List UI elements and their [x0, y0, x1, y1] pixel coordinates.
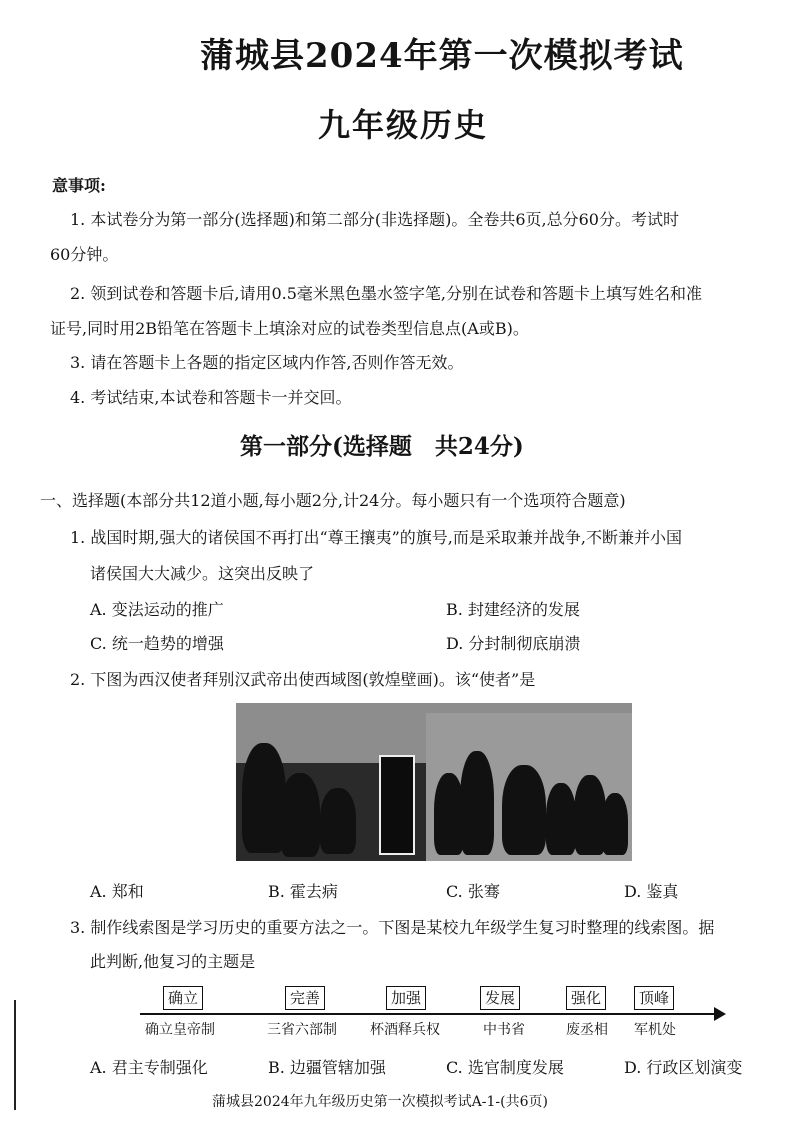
- notice-line-2a: 2. 领到试卷和答题卡后,请用0.5毫米黑色墨水签字笔,分别在试卷和答题卡上填写姓名和准: [70, 284, 702, 303]
- q1-stem-b: 诸侯国大大减少。这突出反映了: [90, 564, 315, 583]
- timeline-box-6: 顶峰: [634, 986, 674, 1010]
- q1-option-a: A. 变法运动的推广: [90, 600, 224, 619]
- notice-line-1a: 1. 本试卷分为第一部分(选择题)和第二部分(非选择题)。全卷共6页,总分60分。考试时: [70, 210, 679, 229]
- dunhuang-mural-image: [236, 703, 632, 861]
- q2-option-b: B. 霍去病: [268, 882, 338, 901]
- timeline-arrow-icon: [714, 1007, 726, 1021]
- notice-line-3: 3. 请在答题卡上各题的指定区域内作答,否则作答无效。: [70, 353, 464, 372]
- q3-stem-a: 3. 制作线索图是学习历史的重要方法之一。下图是某校九年级学生复习时整理的线索图。据: [70, 918, 715, 937]
- q3-option-d: D. 行政区划演变: [624, 1058, 743, 1077]
- part1-heading: 第一部分(选择题 共24分): [240, 433, 524, 460]
- q2-option-c: C. 张骞: [446, 882, 500, 901]
- q1-option-c: C. 统一趋势的增强: [90, 634, 224, 653]
- timeline-label-4: 中书省: [483, 1022, 525, 1038]
- timeline-axis: [140, 1013, 718, 1015]
- q3-option-b: B. 边疆管辖加强: [268, 1058, 386, 1077]
- notice-line-1b: 60分钟。: [50, 245, 119, 264]
- timeline-box-1: 确立: [163, 986, 203, 1010]
- exam-title: 蒲城县2024年第一次模拟考试: [200, 36, 684, 76]
- timeline-box-4: 发展: [480, 986, 520, 1010]
- notice-line-4: 4. 考试结束,本试卷和答题卡一并交回。: [70, 388, 352, 407]
- timeline-label-6: 军机处: [634, 1022, 676, 1038]
- timeline-box-5: 强化: [566, 986, 606, 1010]
- q2-option-a: A. 郑和: [90, 882, 144, 901]
- subject-title: 九年级历史: [318, 106, 489, 144]
- notice-line-2b: 证号,同时用2B铅笔在答题卡上填涂对应的试卷类型信息点(A或B)。: [50, 319, 529, 338]
- q2-stem: 2. 下图为西汉使者拜别汉武帝出使西域图(敦煌壁画)。该“使者”是: [70, 670, 536, 689]
- section-instructions: 一、选择题(本部分共12道小题,每小题2分,计24分。每小题只有一个选项符合题意): [40, 491, 626, 510]
- timeline-label-5: 废丞相: [566, 1022, 608, 1038]
- timeline-label-3: 杯酒释兵权: [370, 1022, 440, 1038]
- timeline-box-3: 加强: [386, 986, 426, 1010]
- q1-stem-a: 1. 战国时期,强大的诸侯国不再打出“尊王攘夷”的旗号,而是采取兼并战争,不断兼并小国: [70, 528, 682, 547]
- timeline-label-1: 确立皇帝制: [145, 1022, 215, 1038]
- binding-margin-line: [14, 1000, 16, 1110]
- q2-option-d: D. 鉴真: [624, 882, 679, 901]
- q3-stem-b: 此判断,他复习的主题是: [90, 952, 256, 971]
- q3-option-c: C. 选官制度发展: [446, 1058, 564, 1077]
- q1-option-d: D. 分封制彻底崩溃: [446, 634, 581, 653]
- timeline-label-2: 三省六部制: [267, 1022, 337, 1038]
- notice-heading: 意事项:: [52, 176, 106, 195]
- q1-option-b: B. 封建经济的发展: [446, 600, 580, 619]
- q3-option-a: A. 君主专制强化: [90, 1058, 208, 1077]
- page-footer: 蒲城县2024年九年级历史第一次模拟考试A-1-(共6页): [212, 1094, 548, 1110]
- timeline-box-2: 完善: [285, 986, 325, 1010]
